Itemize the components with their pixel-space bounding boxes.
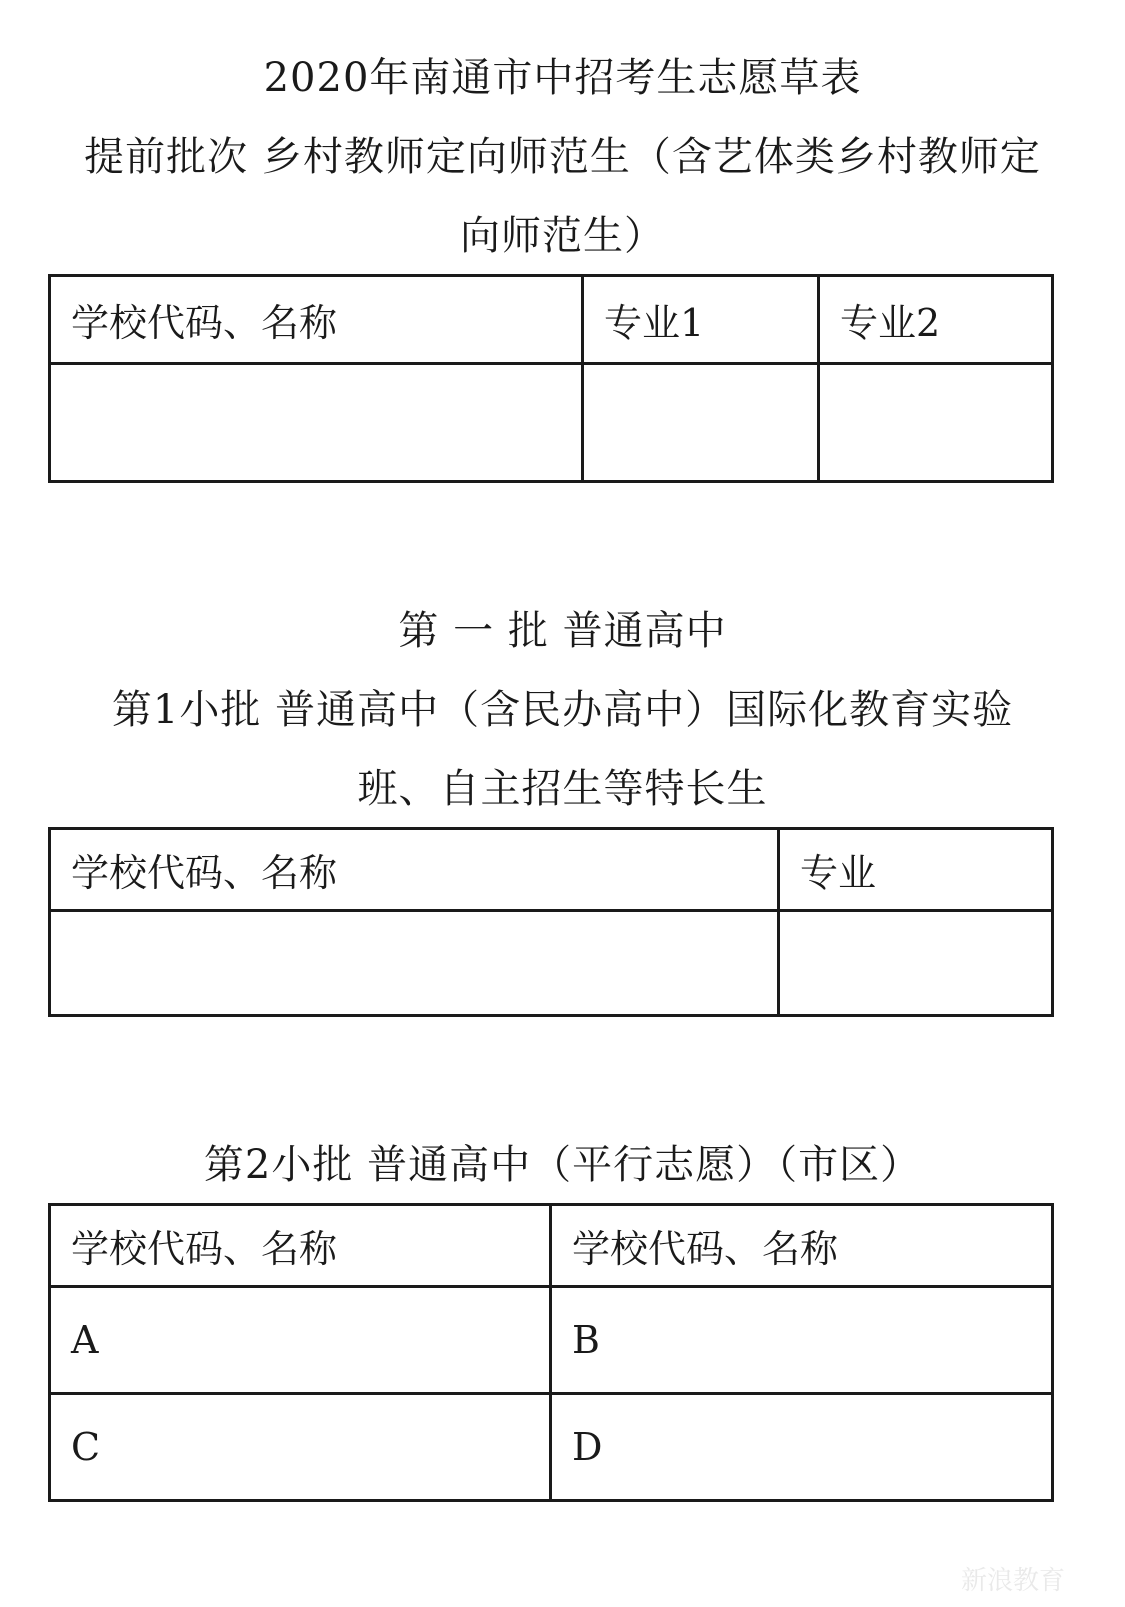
early-batch-table bbox=[48, 274, 1054, 483]
table-row bbox=[50, 364, 1053, 482]
table-row bbox=[50, 1394, 1053, 1501]
header-school-code-name-left: 学校代码、名称 bbox=[50, 1205, 551, 1287]
cell-choice-b[interactable]: B bbox=[551, 1287, 1053, 1394]
cell-choice-c[interactable]: C bbox=[50, 1394, 551, 1501]
header-school-code-name-right: 学校代码、名称 bbox=[551, 1205, 1053, 1287]
early-batch-heading-line1: 提前批次 乡村教师定向师范生（含艺体类乡村教师定 bbox=[84, 134, 1041, 180]
header-major: 专业 bbox=[779, 829, 1053, 911]
cell-school-code-name[interactable] bbox=[50, 911, 779, 1016]
cell-choice-d[interactable]: D bbox=[551, 1394, 1053, 1501]
cell-school-code-name[interactable] bbox=[50, 364, 583, 482]
batch1-sub1-table bbox=[48, 827, 1054, 1017]
batch1-heading: 第 一 批 普通高中 bbox=[398, 608, 727, 654]
table-header-row bbox=[50, 829, 1053, 911]
batch1-sub2-table bbox=[48, 1203, 1054, 1502]
page-title: 2020年南通市中招考生志愿草表 bbox=[263, 55, 862, 101]
cell-major-1[interactable] bbox=[583, 364, 819, 482]
watermark: 新浪教育 bbox=[960, 1566, 1065, 1596]
header-major-1: 专业1 bbox=[583, 276, 819, 364]
cell-major[interactable] bbox=[779, 911, 1053, 1016]
header-school-code-name: 学校代码、名称 bbox=[50, 829, 779, 911]
batch1-sub2-heading: 第2小批 普通高中（平行志愿）（市区） bbox=[203, 1142, 922, 1188]
table-header-row bbox=[50, 1205, 1053, 1287]
table-row bbox=[50, 1287, 1053, 1394]
cell-choice-a[interactable]: A bbox=[50, 1287, 551, 1394]
early-batch-heading-line2: 向师范生） bbox=[460, 213, 665, 259]
header-major-2: 专业2 bbox=[819, 276, 1053, 364]
batch1-sub1-heading-line1: 第1小批 普通高中（含民办高中）国际化教育实验 bbox=[111, 687, 1014, 733]
batch1-sub1-heading-line2: 班、自主招生等特长生 bbox=[357, 766, 768, 812]
header-school-code-name: 学校代码、名称 bbox=[50, 276, 583, 364]
table-header-row bbox=[50, 276, 1053, 364]
cell-major-2[interactable] bbox=[819, 364, 1053, 482]
table-row bbox=[50, 911, 1053, 1016]
